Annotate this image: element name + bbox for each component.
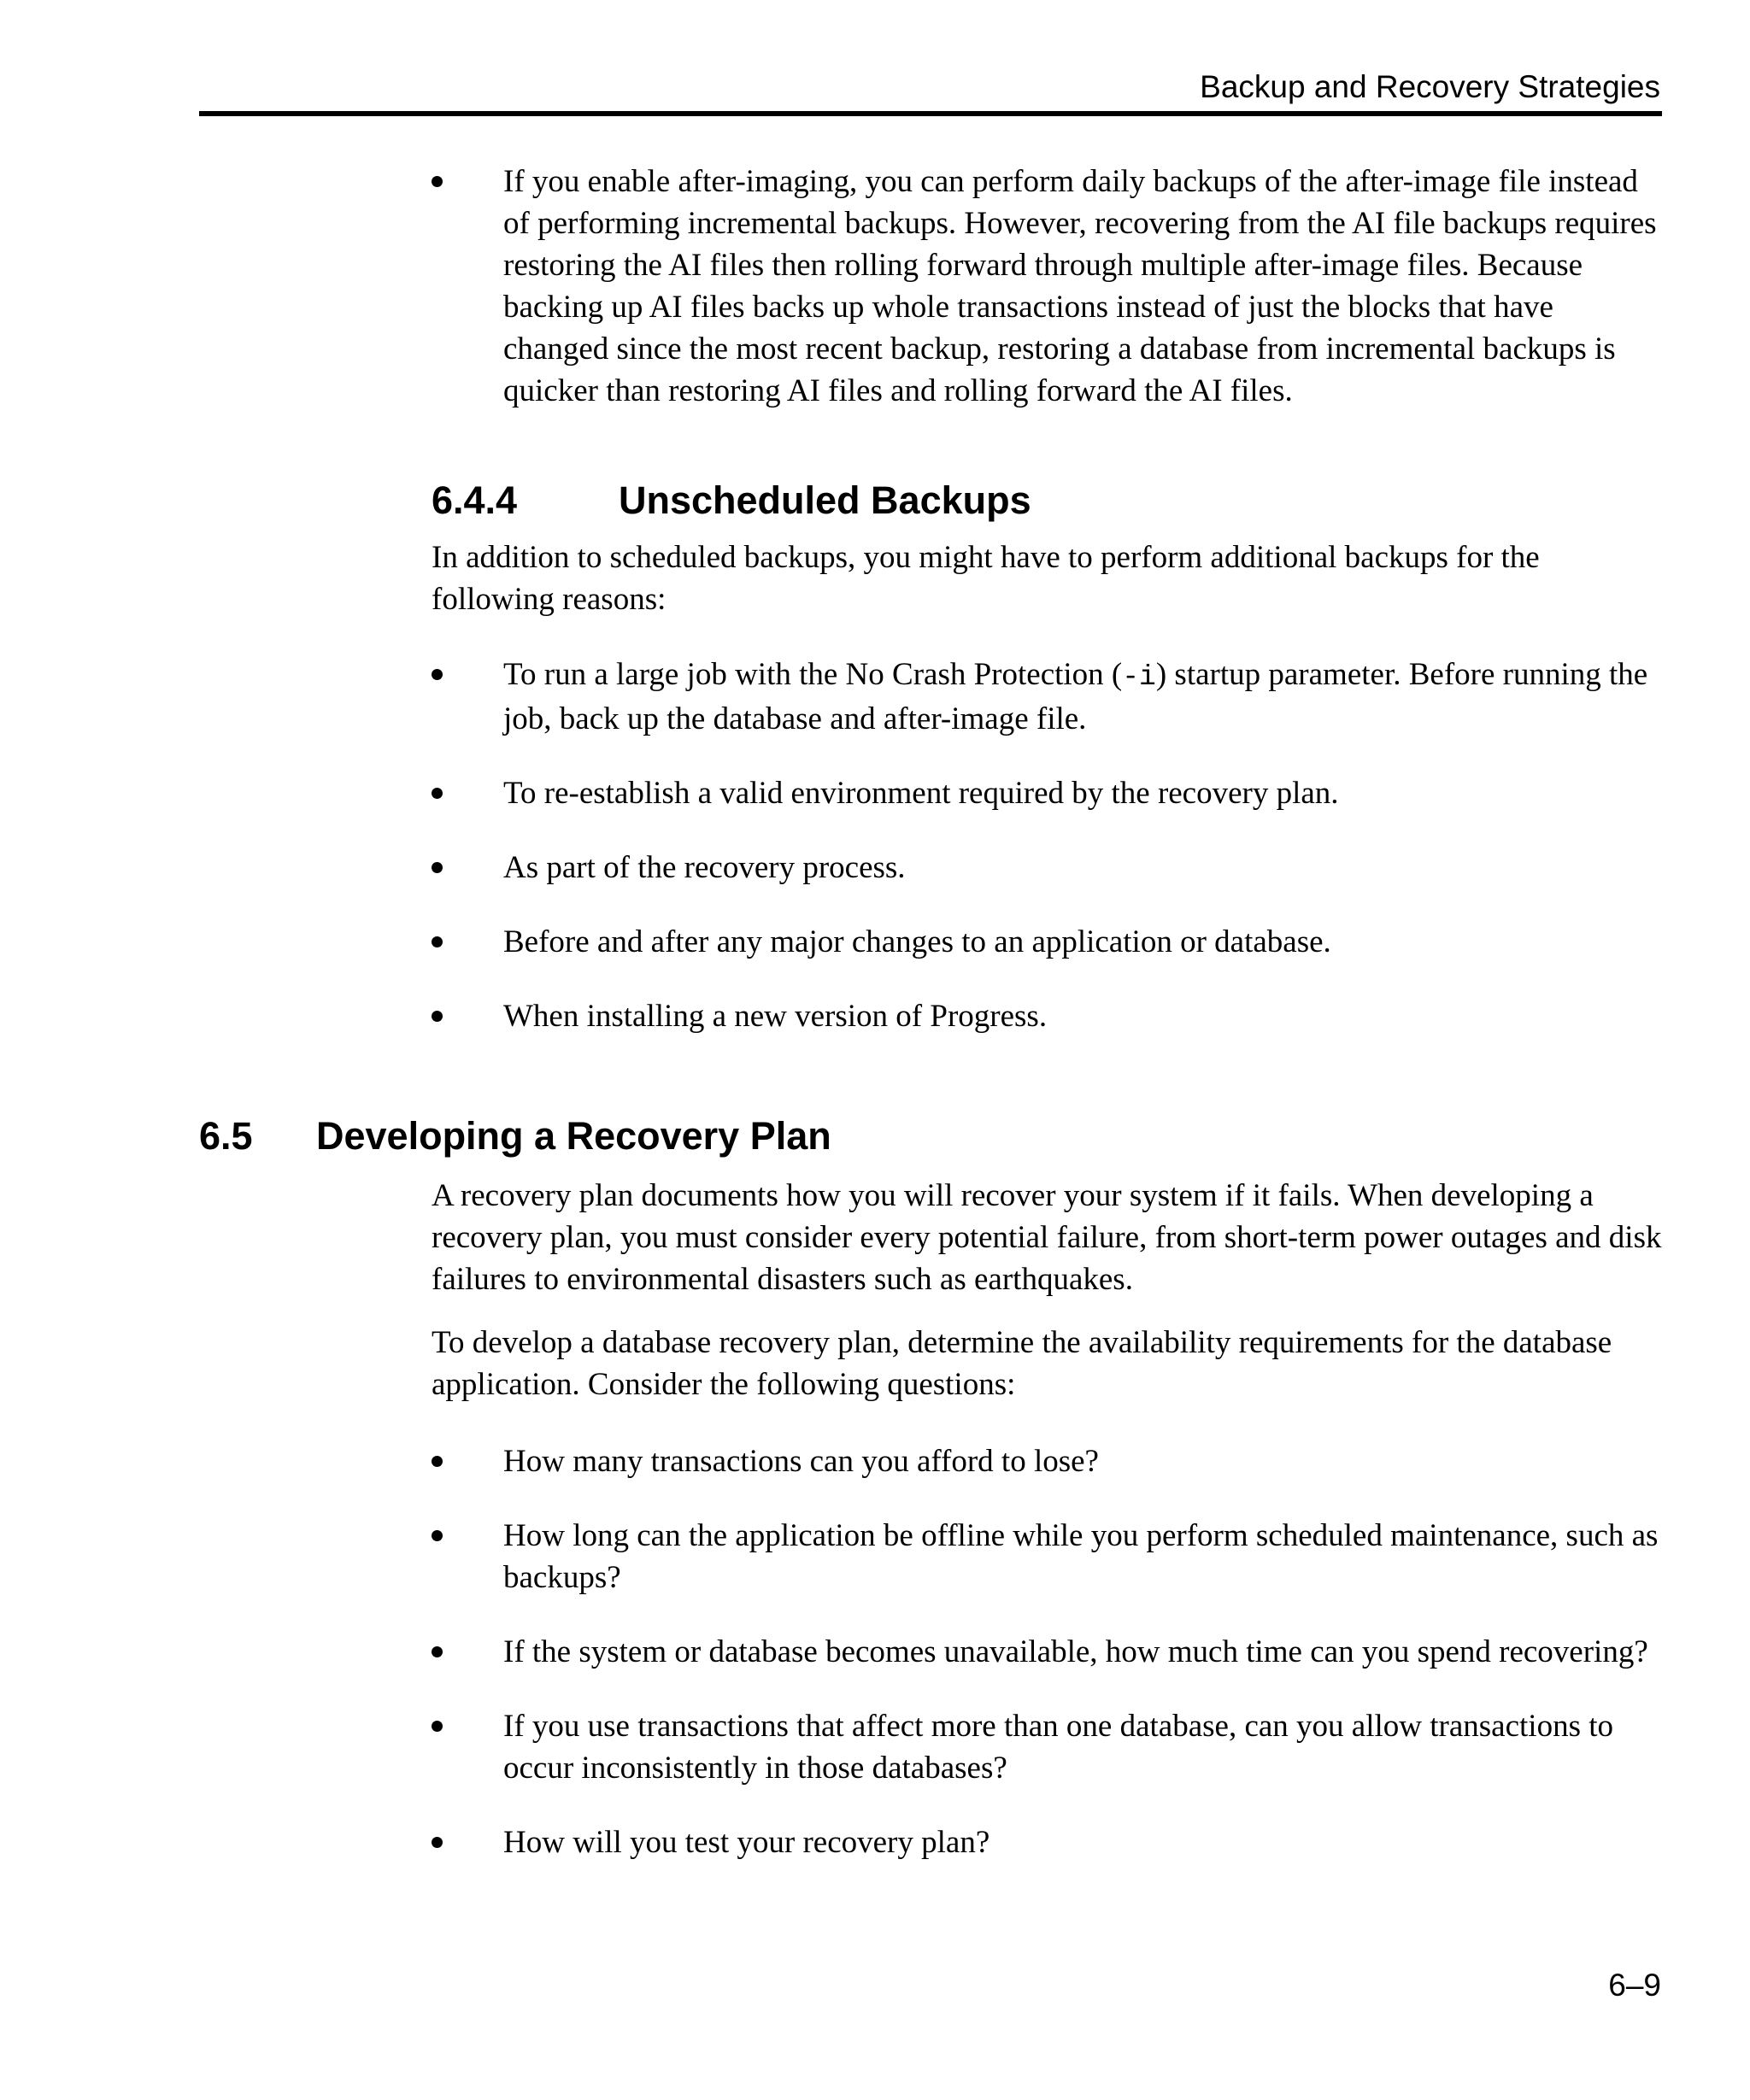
section-65-para-1: A recovery plan documents how you will recover your system if it fails. When developing a recovery plan, you must consider every potential failure, from short-term power outages and disk failures to environmental disasters such as earthquakes. [432,1178,1662,1297]
list-item [432,772,1662,814]
section-heading-644 [432,475,1031,526]
page-number: 6–9 [1608,1968,1661,2003]
section-title: Developing a Recovery Plan [316,1114,831,1158]
list-item-text: To re-establish a valid environment required by the recovery plan. [503,776,1339,811]
bullet-icon [432,669,443,680]
list-item-text: If you enable after-imaging, you can perform daily backups of the after-image file instead of performing incremental backups. However, recovering from the AI file backups requires restoring the AI files then rolling forward through multiple after-image files. Because backing up AI files backs up whole transactions instead of just the blocks that have changed since the most recent backup, restoring a database from incremental backups is quicker than restoring AI files and rolling forward the AI files. [503,164,1657,408]
inline-code: -i [1122,661,1156,693]
list-item-text: When installing a new version of Progress. [503,999,1048,1034]
section-title: Unscheduled Backups [619,478,1031,522]
list-item-text: Before and after any major changes to an application or database. [503,924,1331,959]
list-item [432,995,1662,1037]
bullet-icon [432,1646,443,1657]
intro-bullet-list [432,161,1662,412]
bullet-icon [432,1456,443,1467]
bullet-icon [432,1837,443,1848]
list-item-text: As part of the recovery process. [503,850,906,885]
bullet-icon [432,176,443,187]
list-item-text: To run a large job with the No Crash Protection (-i) startup parameter. Before running the job, back up the database and after-image file. [503,657,1648,736]
bullet-icon [432,1011,443,1022]
list-item [432,654,1662,740]
list-item-text: How many transactions can you afford to lose? [503,1444,1099,1479]
unscheduled-backup-reasons [432,654,1662,1037]
list-item [432,1515,1662,1598]
section-644-intro: In addition to scheduled backups, you might have to perform additional backups for the following reasons: [432,540,1540,617]
running-header: Backup and Recovery Strategies [1200,69,1660,104]
list-item-text: If you use transactions that affect more than one database, can you allow transactions to occur inconsistently in those databases? [503,1709,1614,1786]
bullet-icon [432,936,443,947]
list-item-text: If the system or database becomes unavailable, how much time can you spend recovering? [503,1634,1648,1669]
section-number: 6.5 [199,1114,253,1158]
bullet-icon [432,788,443,799]
recovery-plan-questions [432,1440,1662,1863]
list-item-text: How will you test your recovery plan? [503,1825,990,1860]
bullet-icon [432,1721,443,1732]
header-rule [199,111,1662,116]
list-item [432,1440,1662,1482]
section-heading-65 [199,1111,831,1162]
list-item-text: How long can the application be offline while you perform scheduled maintenance, such as backups? [503,1518,1659,1595]
list-item [432,1705,1662,1789]
section-number: 6.4.4 [432,478,518,522]
section-65-para-2: To develop a database recovery plan, determine the availability requirements for the database application. Consider the following questions: [432,1325,1612,1402]
bullet-icon [432,862,443,873]
bullet-icon [432,1530,443,1541]
list-item [432,1821,1662,1863]
list-item [432,847,1662,889]
list-item [432,1631,1662,1673]
list-item [432,161,1662,412]
list-item [432,921,1662,963]
